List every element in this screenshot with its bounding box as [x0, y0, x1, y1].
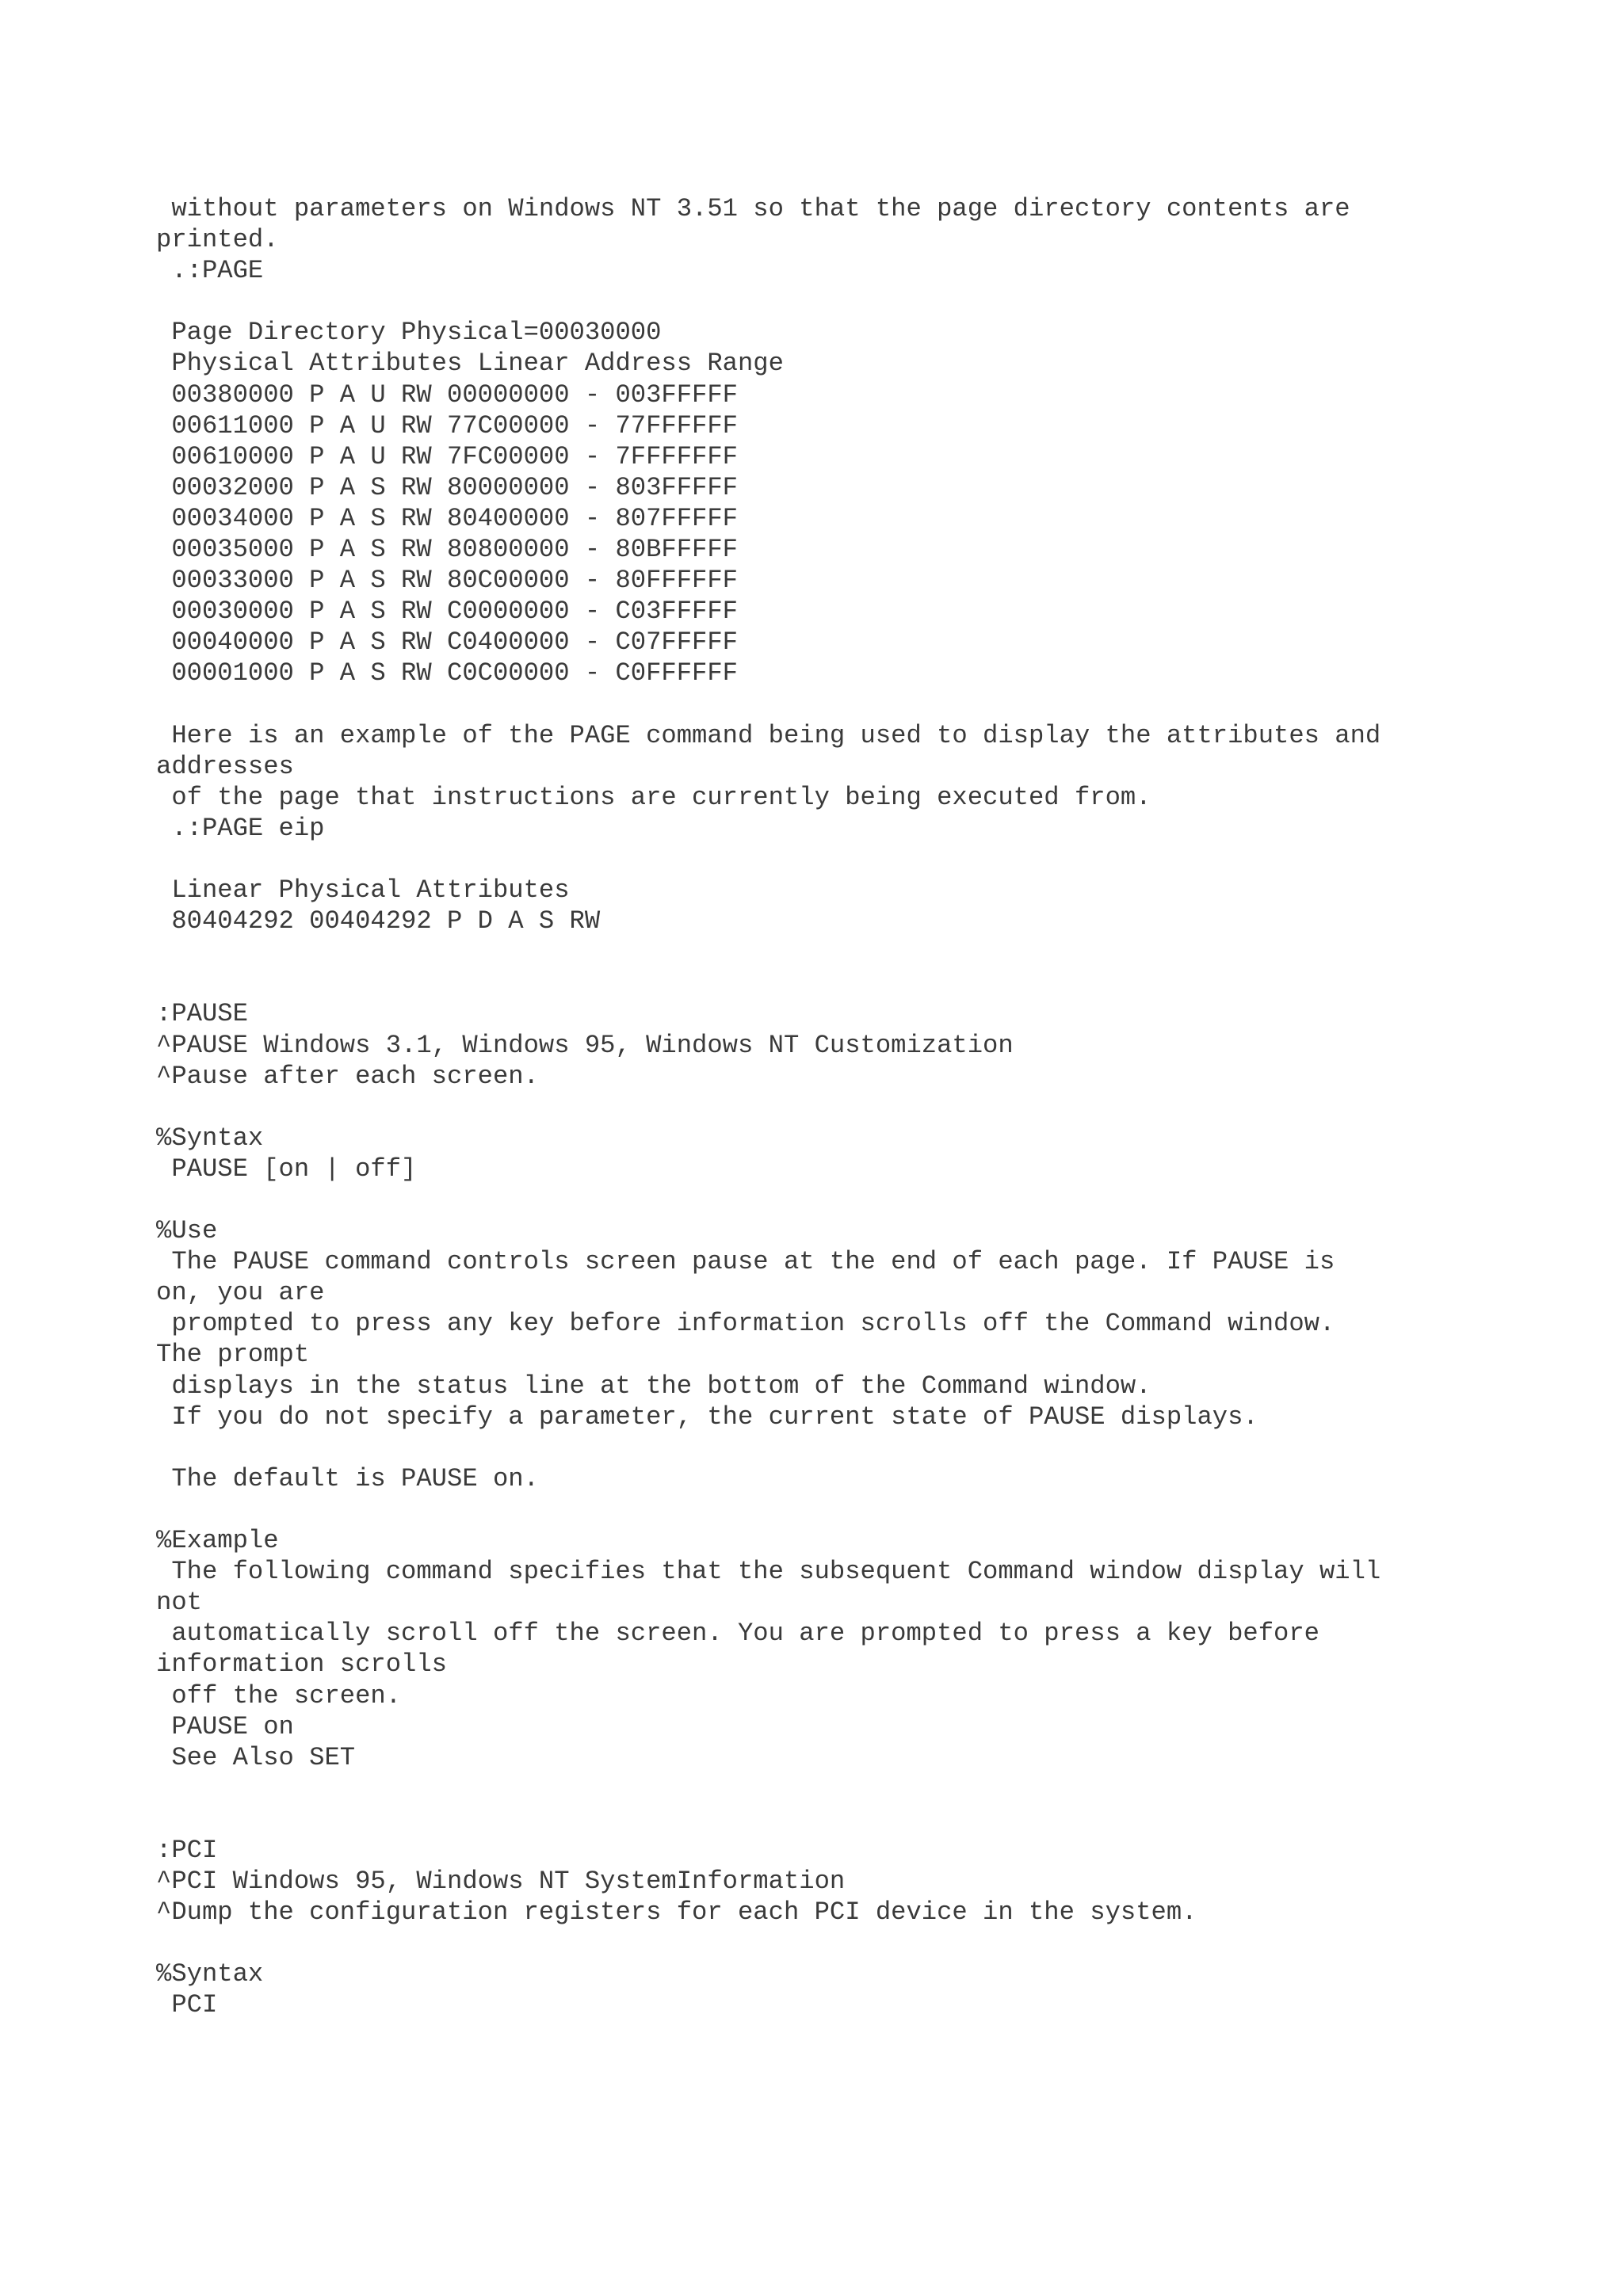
doc-line: ^Pause after each screen. [156, 1061, 539, 1091]
doc-line: PAUSE [on | off] [156, 1154, 417, 1184]
doc-line: on, you are [156, 1278, 325, 1308]
doc-line: Physical Attributes Linear Address Range [156, 349, 784, 379]
doc-line: %Example [156, 1526, 279, 1556]
doc-line: .:PAGE [156, 256, 264, 286]
doc-line: The PAUSE command controls screen pause at the end of each page. If PAUSE is [156, 1247, 1335, 1277]
doc-line: 00040000 P A S RW C0400000 - C07FFFFF [156, 627, 738, 658]
doc-line: Page Directory Physical=00030000 [156, 318, 662, 348]
doc-line [156, 1092, 1567, 1123]
doc-line: The prompt [156, 1340, 310, 1370]
doc-line [156, 286, 1567, 317]
doc-line: 80404292 00404292 P D A S RW [156, 906, 601, 936]
doc-line [156, 1773, 1567, 1804]
doc-line: .:PAGE eip [156, 813, 325, 843]
doc-line [156, 1494, 1567, 1525]
doc-line: 00001000 P A S RW C0C00000 - C0FFFFFF [156, 658, 738, 688]
doc-line: printed. [156, 225, 279, 255]
doc-line: If you do not specify a parameter, the current state of PAUSE displays. [156, 1402, 1258, 1432]
doc-line: PCI [156, 1990, 218, 2020]
doc-line: not [156, 1588, 202, 1618]
doc-line: ^Dump the configuration registers for each PCI device in the system. [156, 1897, 1197, 1928]
doc-line: displays in the status line at the bottom of the Command window. [156, 1371, 1151, 1401]
doc-line [156, 2021, 1567, 2052]
doc-line: PAUSE on [156, 1711, 294, 1741]
doc-line: ^PAUSE Windows 3.1, Windows 95, Windows NT Customization [156, 1030, 1014, 1060]
doc-line: addresses [156, 751, 294, 781]
doc-line: %Syntax [156, 1123, 264, 1153]
doc-line: 00611000 P A U RW 77C00000 - 77FFFFFF [156, 410, 738, 441]
doc-line: ^PCI Windows 95, Windows NT SystemInformation [156, 1867, 846, 1897]
doc-line [156, 1184, 1567, 1215]
doc-line: The following command specifies that the subsequent Command window display will [156, 1557, 1381, 1587]
doc-line [156, 1804, 1567, 1835]
doc-line: 00033000 P A S RW 80C00000 - 80FFFFFF [156, 566, 738, 596]
doc-line: 00035000 P A S RW 80800000 - 80BFFFFF [156, 535, 738, 565]
doc-line: automatically scroll off the screen. You are prompted to press a key before [156, 1619, 1319, 1649]
doc-line [156, 936, 1567, 967]
doc-line: off the screen. [156, 1680, 402, 1711]
doc-line: information scrolls [156, 1650, 447, 1680]
doc-line: 00380000 P A U RW 00000000 - 003FFFFF [156, 379, 738, 410]
document-page [156, 193, 1567, 2052]
doc-line: Linear Physical Attributes [156, 875, 570, 906]
doc-line: See Also SET [156, 1742, 356, 1772]
doc-line: Here is an example of the PAGE command being used to display the attributes and [156, 720, 1381, 750]
doc-line: %Syntax [156, 1959, 264, 1989]
doc-line: 00030000 P A S RW C0000000 - C03FFFFF [156, 597, 738, 627]
doc-line: of the page that instructions are currently being executed from. [156, 782, 1151, 812]
doc-line: 00032000 P A S RW 80000000 - 803FFFFF [156, 472, 738, 502]
doc-line: %Use [156, 1216, 218, 1246]
doc-line: without parameters on Windows NT 3.51 so that the page directory contents are [156, 194, 1350, 223]
doc-line [156, 1432, 1567, 1463]
doc-line: :PCI [156, 1835, 218, 1865]
doc-line [156, 844, 1567, 875]
doc-line: The default is PAUSE on. [156, 1463, 539, 1493]
doc-line [156, 1928, 1567, 1958]
doc-line [156, 689, 1567, 720]
doc-line: 00610000 P A U RW 7FC00000 - 7FFFFFFF [156, 441, 738, 471]
doc-line [156, 967, 1567, 998]
doc-line: prompted to press any key before information scrolls off the Command window. [156, 1309, 1335, 1339]
doc-line: :PAUSE [156, 999, 248, 1029]
doc-line: 00034000 P A S RW 80400000 - 807FFFFF [156, 503, 738, 533]
